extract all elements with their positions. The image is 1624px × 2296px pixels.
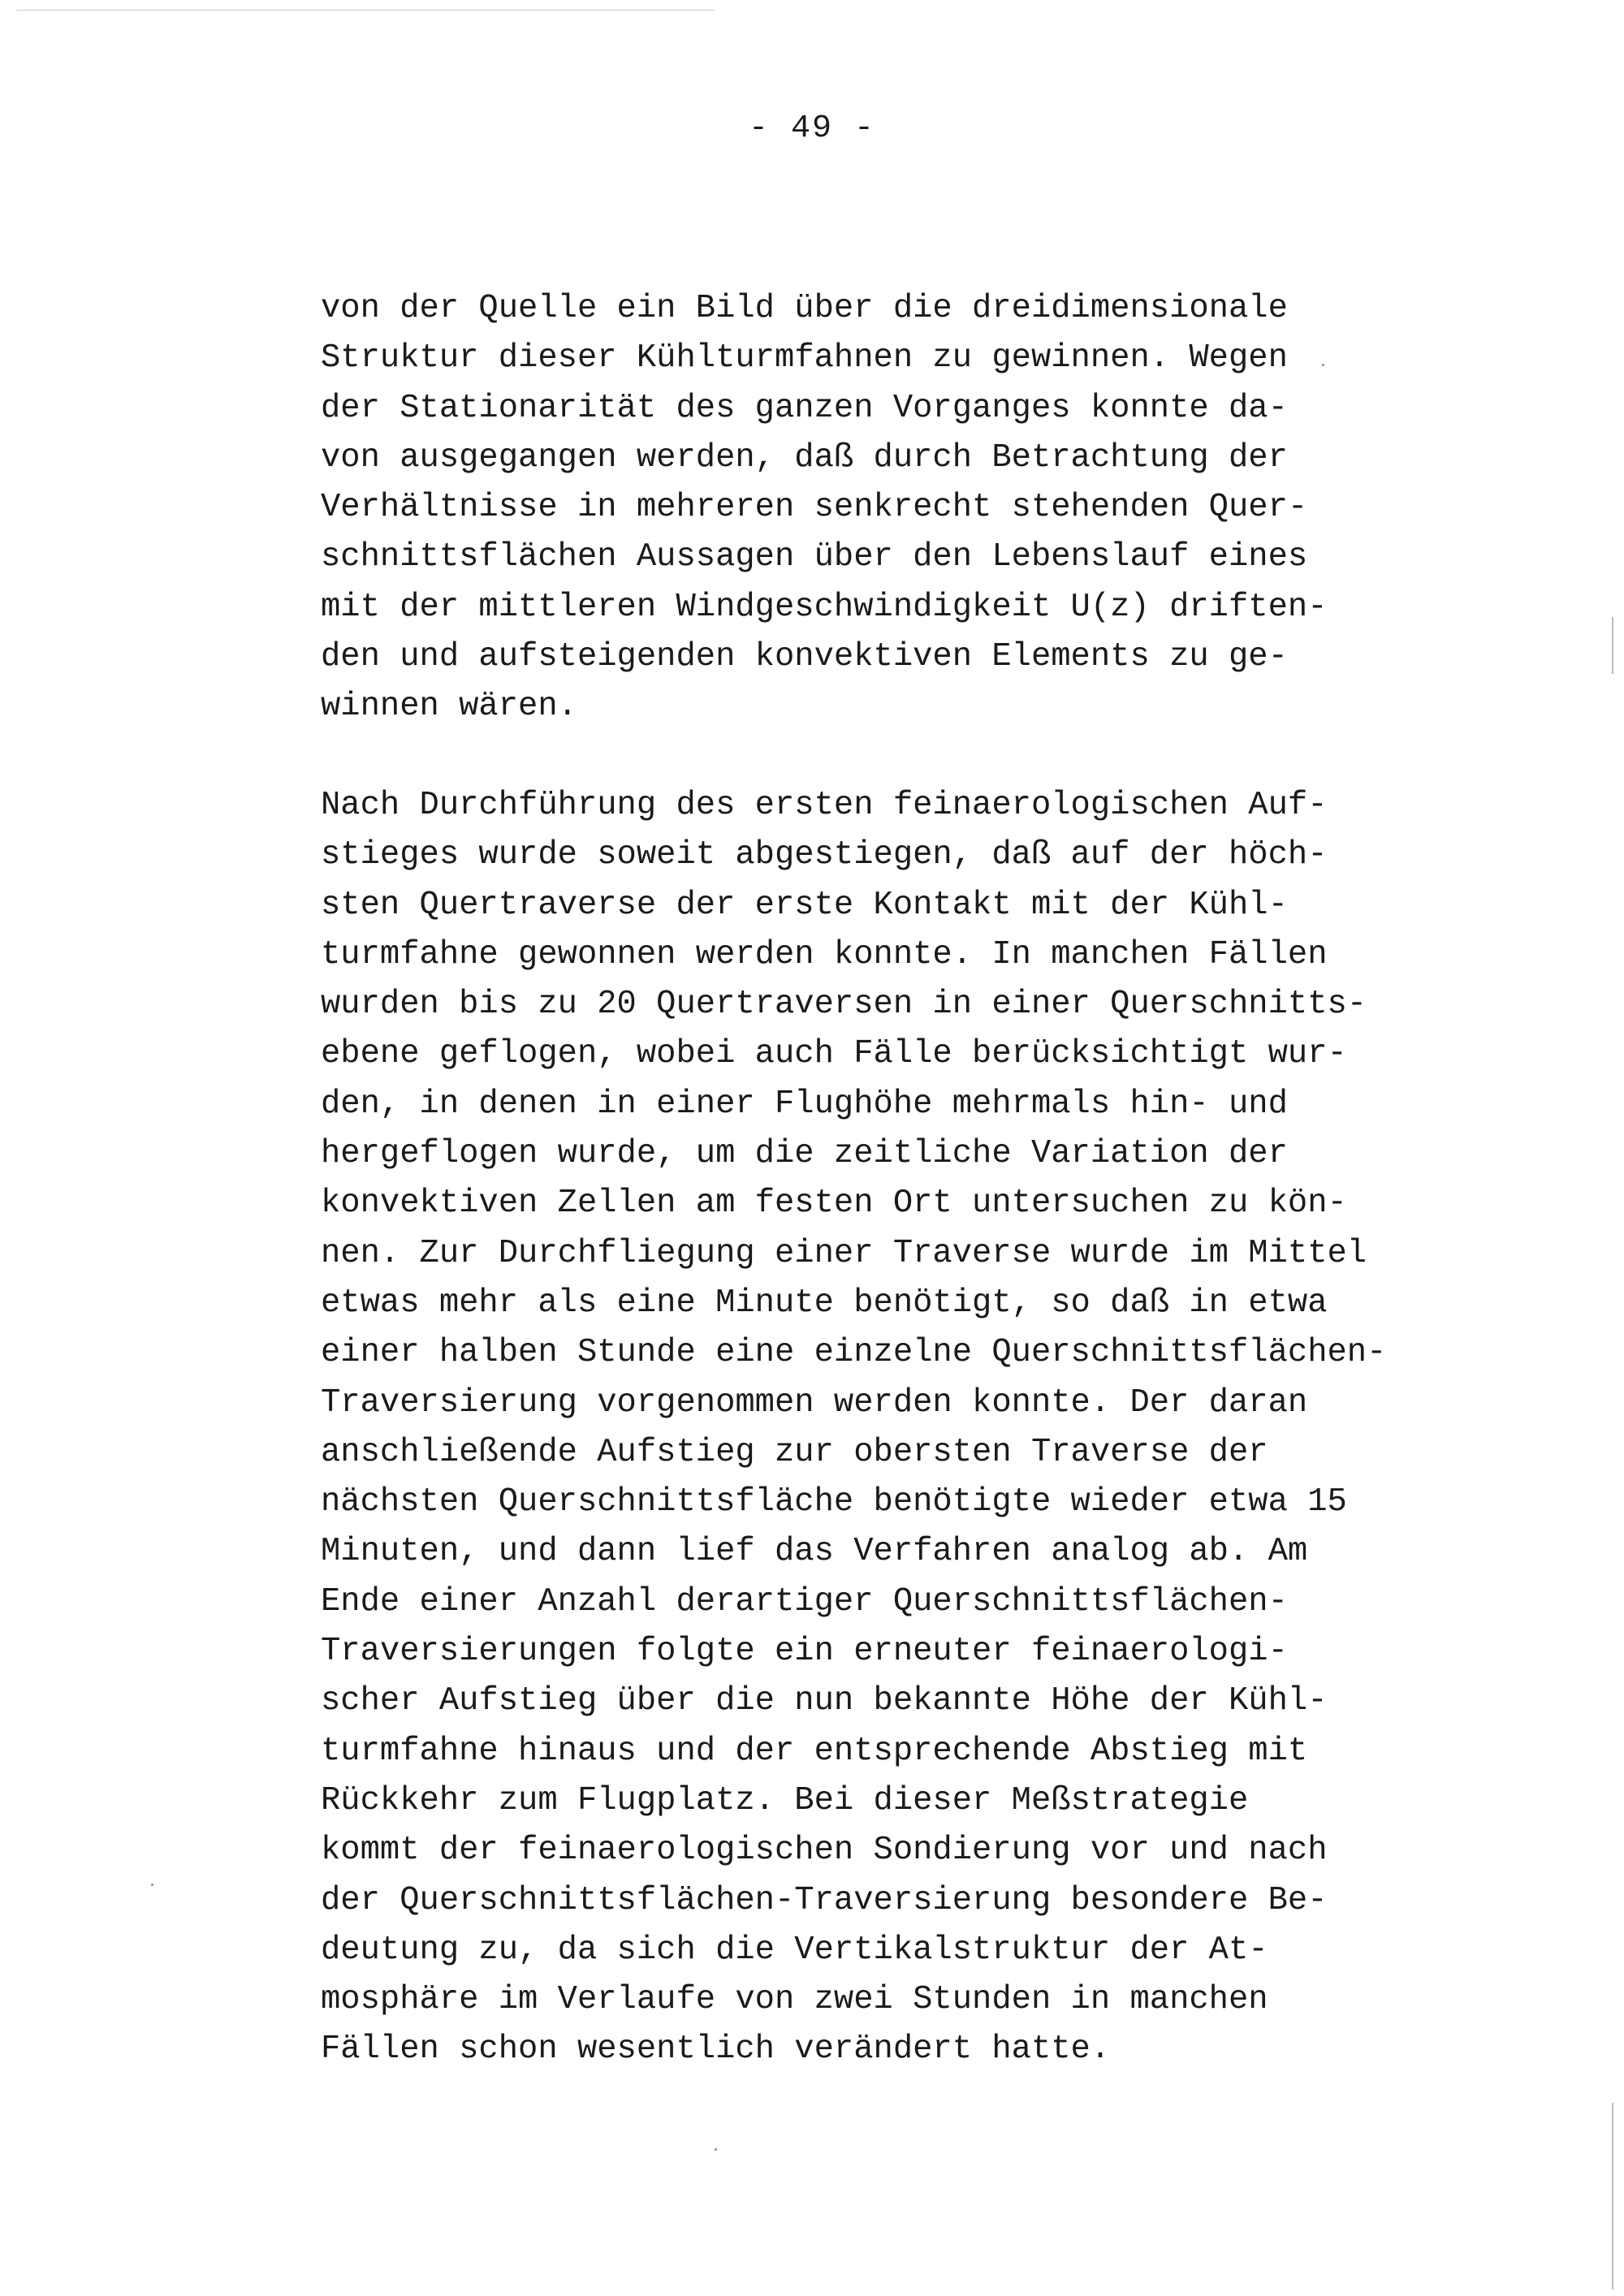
text-line: stieges wurde soweit abgestiegen, daß auf der höch- — [321, 836, 1328, 874]
text-line: konvektiven Zellen am festen Ort untersuchen zu kön- — [321, 1185, 1347, 1223]
text-line: winnen wären. — [321, 688, 577, 726]
text-line: mosphäre im Verlaufe von zwei Stunden in manchen — [321, 1981, 1268, 2019]
text-line: mit der mittleren Windgeschwindigkeit U(z) driften- — [321, 588, 1328, 626]
text-line: Nach Durchführung des ersten feinaerologischen Auf- — [321, 787, 1328, 824]
text-line: turmfahne hinaus und der entsprechende Abstieg mit — [321, 1732, 1308, 1770]
text-line: schnittsflächen Aussagen über den Lebenslauf eines — [321, 538, 1308, 576]
scan-speck — [715, 2148, 717, 2151]
text-line: Fällen schon wesentlich verändert hatte. — [321, 2031, 1111, 2069]
text-line: einer halben Stunde eine einzelne Querschnittsflächen- — [321, 1334, 1387, 1372]
text-line: scher Aufstieg über die nun bekannte Höhe der Kühl- — [321, 1682, 1328, 1720]
text-line: ebene geflogen, wobei auch Fälle berücksichtigt wur- — [321, 1035, 1347, 1073]
text-line: Minuten, und dann lief das Verfahren analog ab. Am — [321, 1533, 1308, 1571]
text-line: den, in denen in einer Flughöhe mehrmals hin- und — [321, 1085, 1288, 1123]
text-line: etwas mehr als eine Minute benötigt, so daß in etwa — [321, 1284, 1328, 1322]
text-line: nächsten Querschnittsfläche benötigte wieder etwa 15 — [321, 1483, 1347, 1521]
text-line: Ende einer Anzahl derartiger Querschnittsflächen- — [321, 1582, 1288, 1621]
paragraph — [321, 284, 1328, 732]
text-line: Struktur dieser Kühlturmfahnen zu gewinnen. Wegen — [321, 339, 1288, 378]
text-line: Traversierungen folgte ein erneuter feinaerologi- — [321, 1633, 1288, 1671]
paragraph — [321, 781, 1386, 2075]
text-line: Traversierung vorgenommen werden konnte. Der daran — [321, 1383, 1308, 1422]
page-number: - 49 - — [748, 110, 876, 147]
text-line: anschließende Aufstieg zur obersten Traverse der — [321, 1433, 1268, 1471]
text-line: Verhältnisse in mehreren senkrecht stehenden Quer- — [321, 489, 1308, 527]
text-line: hergeflogen wurde, um die zeitliche Variation der — [321, 1135, 1288, 1173]
text-line: sten Quertraverse der erste Kontakt mit der Kühl- — [321, 886, 1288, 924]
scan-edge-mark — [1612, 617, 1613, 674]
text-line: kommt der feinaerologischen Sondierung vor und nach — [321, 1832, 1328, 1870]
scan-speck — [151, 1884, 153, 1886]
text-line: Rückkehr zum Flugplatz. Bei dieser Meßstrategie — [321, 1781, 1249, 1819]
text-line: nen. Zur Durchfliegung einer Traverse wurde im Mittel — [321, 1234, 1367, 1272]
text-line: von der Quelle ein Bild über die dreidimensionale — [321, 290, 1288, 327]
text-line: von ausgegangen werden, daß durch Betrachtung der — [321, 438, 1288, 477]
scan-edge-line — [16, 10, 715, 11]
text-line: turmfahne gewonnen werden konnte. In manchen Fällen — [321, 935, 1328, 973]
text-line: wurden bis zu 20 Quertraversen in einer Querschnitts- — [321, 986, 1367, 1024]
text-line: der Querschnittsflächen-Traversierung besondere Be- — [321, 1881, 1328, 1919]
text-line: den und aufsteigenden konvektiven Elements zu ge- — [321, 638, 1288, 676]
text-line: der Stationarität des ganzen Vorganges konnte da- — [321, 389, 1288, 427]
scan-edge-mark — [1612, 2103, 1613, 2290]
text-line: deutung zu, da sich die Vertikalstruktur der At- — [321, 1931, 1268, 1969]
